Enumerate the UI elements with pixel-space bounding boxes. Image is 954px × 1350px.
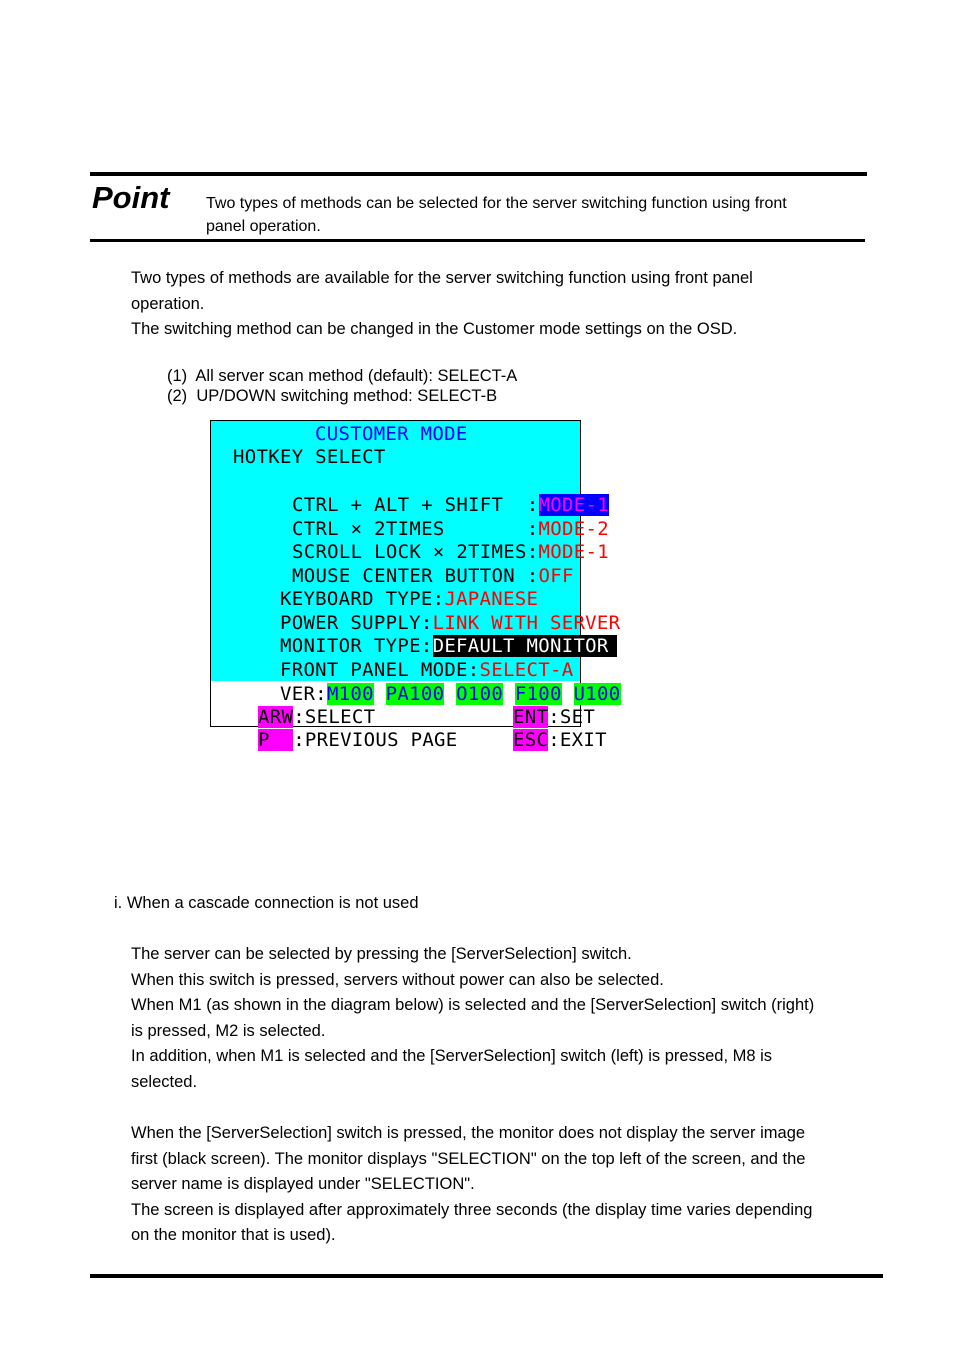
osd-front-panel-mode: FRONT PANEL MODE:SELECT-A: [279, 658, 574, 681]
osd-version-f: F100: [514, 682, 562, 705]
method-item: (1) All server scan method (default): SELECT-A: [167, 367, 518, 385]
osd-version-o: O100: [456, 682, 504, 705]
osd-version: VER:M100 PA100 O100 F100 U100: [279, 682, 621, 705]
para-line: In addition, when M1 is selected and the [ServerSelection] switch (left) is pressed, M8 is: [131, 1047, 773, 1065]
osd-row-ctrl-alt-shift: CTRL + ALT + SHIFT :MODE-1: [291, 493, 609, 516]
para-line: When M1 (as shown in the diagram below) is selected and the [ServerSelection] switch (right): [131, 996, 815, 1014]
methods-list: [167, 366, 517, 406]
osd-row-ctrl-2times: CTRL × 2TIMES :MODE-2: [291, 517, 609, 540]
para-line: is pressed, M2 is selected.: [131, 1021, 326, 1040]
section-i-para1: [131, 942, 814, 1095]
osd-row-mouse-center: MOUSE CENTER BUTTON :OFF: [291, 564, 574, 587]
para-line: The screen is displayed after approximately three seconds (the display time varies depending: [131, 1200, 813, 1219]
osd-title: CUSTOMER MODE: [315, 423, 468, 445]
osd-footer-p: P :PREVIOUS PAGE: [257, 728, 458, 751]
osd-footer-arw: ARW:SELECT: [257, 705, 376, 728]
osd-version-u: U100: [573, 682, 621, 705]
para-line: first (black screen). The monitor displays "SELECTION" on the top left of the screen, and the: [131, 1149, 806, 1168]
osd-keyboard-type: KEYBOARD TYPE:JAPANESE: [279, 587, 539, 610]
osd-footer-ent: ENT:SET: [512, 705, 596, 728]
section-i-para2: [131, 1121, 812, 1249]
intro-line3: The switching method can be changed in the Customer mode settings on the OSD.: [131, 320, 738, 338]
para-line: When this switch is pressed, servers without power can also be selected.: [131, 970, 664, 989]
intro-line1: Two types of methods are available for the server switching function using front panel: [131, 269, 753, 287]
point-text-line1: Two types of methods can be selected for the server switching function using front: [206, 195, 787, 212]
osd-version-pa: PA100: [385, 682, 445, 705]
para-line: The server can be selected by pressing the [ServerSelection] switch.: [131, 945, 632, 963]
para-line: selected.: [131, 1072, 198, 1091]
osd-footer-esc: ESC:EXIT: [512, 728, 607, 751]
osd-row-scroll-lock: SCROLL LOCK × 2TIMES:MODE-1: [291, 540, 609, 563]
point-bottom-rule: [90, 239, 865, 242]
para-line: When the [ServerSelection] switch is pressed, the monitor does not display the server image: [131, 1124, 806, 1142]
para-line: on the monitor that is used).: [131, 1226, 336, 1244]
osd-power-supply: POWER SUPPLY:LINK WITH SERVER: [279, 611, 621, 634]
footer-rule: [90, 1274, 883, 1278]
para-line: server name is displayed under "SELECTION".: [131, 1175, 475, 1193]
point-top-rule: [90, 172, 867, 176]
osd-version-m: M100: [326, 682, 374, 705]
intro-line2: operation.: [131, 295, 205, 313]
osd-monitor-type: MONITOR TYPE:DEFAULT MONITOR: [233, 611, 617, 635]
section-i-heading: i. When a cascade connection is not used: [114, 894, 419, 912]
point-text-line2: panel operation.: [206, 218, 321, 235]
osd-hotkey-select: HOTKEY SELECT: [233, 446, 386, 468]
osd-customer-mode-screen: [210, 420, 621, 751]
method-item: (2) UP/DOWN switching method: SELECT-B: [167, 387, 498, 405]
point-title: Point: [92, 180, 170, 215]
